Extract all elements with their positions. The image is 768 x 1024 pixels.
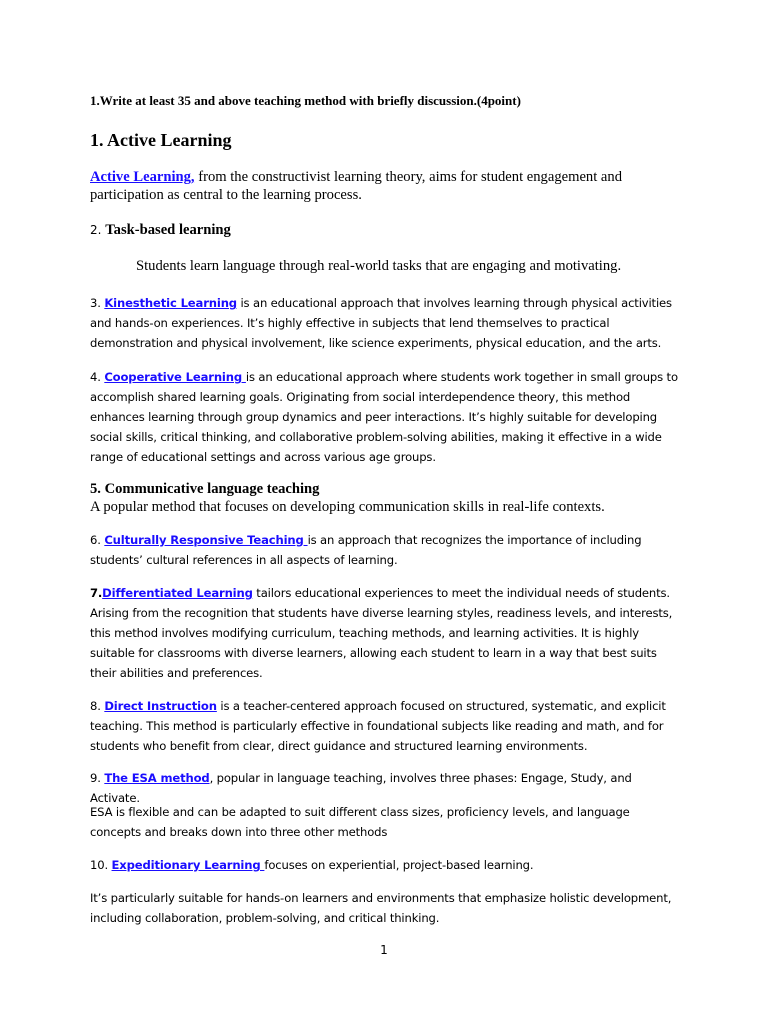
section-5-heading (90, 480, 680, 498)
section-7-text: tailors educational experiences to meet the individual needs of students. Arising from the recognition that students have diverse learning styles, readiness levels, and interests, this method involves modifying curriculum, teaching methods, and learning activities. It is highly suitable for classrooms with diverse learners, allowing each student to learn in a way that best suits their abilities and preferences. (90, 586, 673, 680)
cooperative-learning-link[interactable]: Cooperative Learning (104, 370, 246, 384)
esa-paragraph: ESA is flexible and can be adapted to suit different class sizes, proficiency levels, and language concepts and breaks down into three other methods (90, 805, 630, 839)
section-7-number: 7. (90, 586, 103, 600)
section-6-text: is an approach that recognizes the importance of including students’ cultural references in all aspects of learning. (90, 533, 642, 567)
section-6-paragraph (90, 530, 680, 570)
section-5-title: 5. Communicative language teaching (90, 481, 320, 497)
section-2-paragraph: Students learn language through real-world tasks that are engaging and motivating. (136, 258, 622, 274)
expeditionary-learning-link[interactable]: Expeditionary Learning (111, 858, 265, 872)
section-4-paragraph (90, 367, 680, 467)
section-5-block (90, 480, 680, 516)
section-3-number: 3. (90, 296, 105, 310)
section-4-number: 4. (90, 370, 105, 384)
active-learning-link[interactable]: Active Learning, (90, 169, 195, 185)
section-2-title: Task-based learning (105, 222, 231, 238)
kinesthetic-learning-link[interactable]: Kinesthetic Learning (104, 296, 237, 310)
section-5-text: A popular method that focuses on developing communication skills in real-life contexts. (90, 499, 605, 515)
section-8-text: is a teacher-centered approach focused on structured, systematic, and explicit teaching. This method is particularly effective in foundational subjects like reading and math, and for students who benefit from clear, direct guidance and structured learning environments. (90, 699, 666, 753)
section-9-number: 9. (90, 771, 105, 785)
section-1-heading: 1. Active Learning (90, 130, 232, 150)
section-7-paragraph (90, 583, 680, 683)
section-10-number: 10. (90, 858, 112, 872)
section-9-text: , popular in language teaching, involves three phases: Engage, Study, and Activate. (90, 771, 632, 805)
section-10-paragraph (90, 855, 680, 875)
direct-instruction-link[interactable]: Direct Instruction (104, 699, 217, 713)
section-2-heading (90, 222, 680, 239)
section-1-text: from the constructivist learning theory, aims for student engagement and participation as central to the learning process. (90, 169, 623, 203)
differentiated-learning-link[interactable]: Differentiated Learning (102, 586, 253, 600)
page-number: 1 (380, 943, 388, 957)
section-3-paragraph (90, 293, 680, 353)
culturally-responsive-teaching-link[interactable]: Culturally Responsive Teaching (104, 533, 308, 547)
section-3-text: is an educational approach that involves learning through physical activities and hands-on experiences. It’s highly effective in subjects that lend themselves to practical demonstration and physical involvement, like science experiments, physical education, and the arts. (90, 296, 672, 350)
question-heading: 1.Write at least 35 and above teaching method with briefly discussion.(4point) (90, 93, 521, 108)
section-10-detail-paragraph: It’s particularly suitable for hands-on learners and environments that emphasize holistic development, including collaboration, problem-solving, and critical thinking. (90, 891, 672, 925)
esa-method-link[interactable]: The ESA method (104, 771, 210, 785)
section-8-paragraph (90, 696, 680, 756)
section-2-number: 2. (90, 223, 106, 237)
section-6-number: 6. (90, 533, 105, 547)
section-10-text: focuses on experiential, project-based learning. (264, 858, 534, 872)
section-4-text: is an educational approach where students work together in small groups to accomplish shared learning goals. Originating from social interdependence theory, this method enhances learning through group dynamics and peer interactions. It’s highly suitable for developing social skills, critical thinking, and collaborative problem-solving abilities, making it effective in a wide range of educational settings and across various age groups. (90, 370, 678, 464)
section-8-number: 8. (90, 699, 105, 713)
section-1-paragraph (90, 168, 680, 204)
